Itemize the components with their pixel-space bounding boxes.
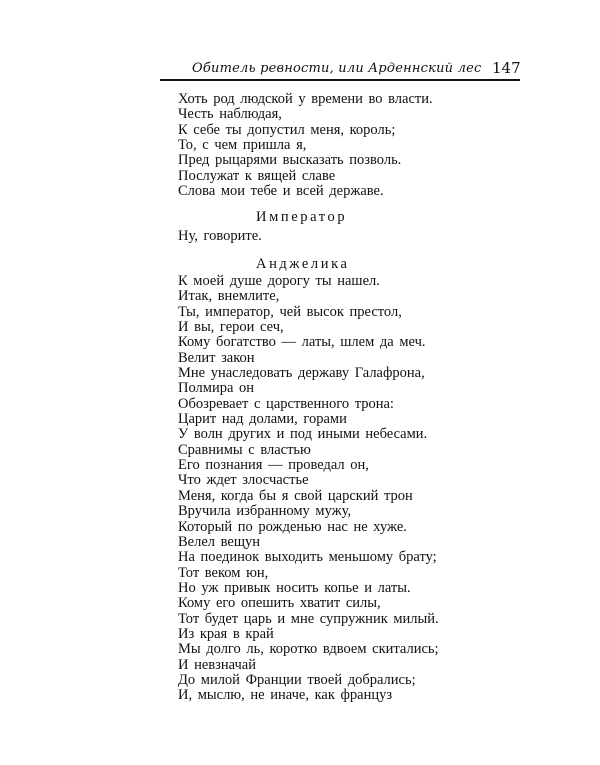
verse-line: Тот будет царь и мне супружник милый.	[178, 610, 439, 627]
verse-line: Кому богатство — латы, шлем да меч.	[178, 334, 426, 351]
verse-line: К моей душе дорогу ты нашел.	[178, 273, 380, 289]
verse-line: Ну, говорите.	[178, 228, 262, 244]
running-title: Обитель ревности, или Арденнский лес	[192, 61, 482, 76]
verse-line: То, с чем пришла я,	[178, 137, 307, 154]
verse-line: Обозревает с царственного трона:	[178, 395, 394, 412]
speaker-name-angelica: Анджелика	[256, 256, 350, 272]
header-rule	[160, 79, 520, 81]
verse-line: Итак, внемлите,	[178, 288, 280, 305]
verse-line: И вы, герои сеч,	[178, 319, 284, 336]
verse-line: И невзначай	[178, 656, 256, 673]
verse-stanza-2	[178, 274, 439, 704]
verse-line: Ты, император, чей высок престол,	[178, 303, 402, 320]
verse-stanza-1	[178, 92, 433, 199]
verse-line: Тот веком юн,	[178, 564, 269, 581]
verse-line: Но уж привык носить копье и латы.	[178, 579, 411, 596]
verse-line: У волн других и под иными небесами.	[178, 426, 428, 443]
verse-line: Сравнимы с властью	[178, 441, 311, 458]
verse-line: Который по рожденью нас не хуже.	[178, 518, 407, 535]
verse-line: Вручила избранному мужу,	[178, 503, 352, 520]
verse-line: Что ждет злосчастье	[178, 472, 309, 489]
verse-line: К себе ты допустил меня, король;	[178, 121, 396, 138]
verse-line: Царит над долами, горами	[178, 411, 347, 428]
verse-line-reply	[178, 229, 262, 244]
verse-line: Кому его опешить хватит силы,	[178, 595, 381, 612]
verse-line: Велит закон	[178, 349, 255, 366]
verse-line: Слова мои тебе и всей державе.	[178, 183, 384, 200]
verse-line: Мы долго ль, коротко вдвоем скитались;	[178, 641, 439, 658]
verse-line: Пред рыцарями высказать позволь.	[178, 152, 402, 169]
verse-line: Хоть род людской у времени во власти.	[178, 91, 433, 107]
verse-line: До милой Франции твоей добрались;	[178, 671, 416, 688]
verse-line: Из края в край	[178, 625, 274, 642]
verse-line: На поединок выходить меньшому брату;	[178, 549, 437, 566]
speaker-name-emperor: Император	[256, 209, 348, 225]
verse-line: Честь наблюдая,	[178, 106, 282, 123]
verse-line: И, мыслю, не иначе, как француз	[178, 687, 393, 704]
page-number: 147	[492, 59, 521, 77]
verse-line: Его познания — проведал он,	[178, 457, 369, 474]
verse-line: Меня, когда бы я свой царский трон	[178, 487, 413, 504]
verse-line: Велел вещун	[178, 533, 261, 550]
verse-line: Послужат к вящей славе	[178, 167, 336, 184]
verse-line: Мне унаследовать державу Галафрона,	[178, 365, 425, 382]
verse-line: Полмира он	[178, 380, 255, 397]
